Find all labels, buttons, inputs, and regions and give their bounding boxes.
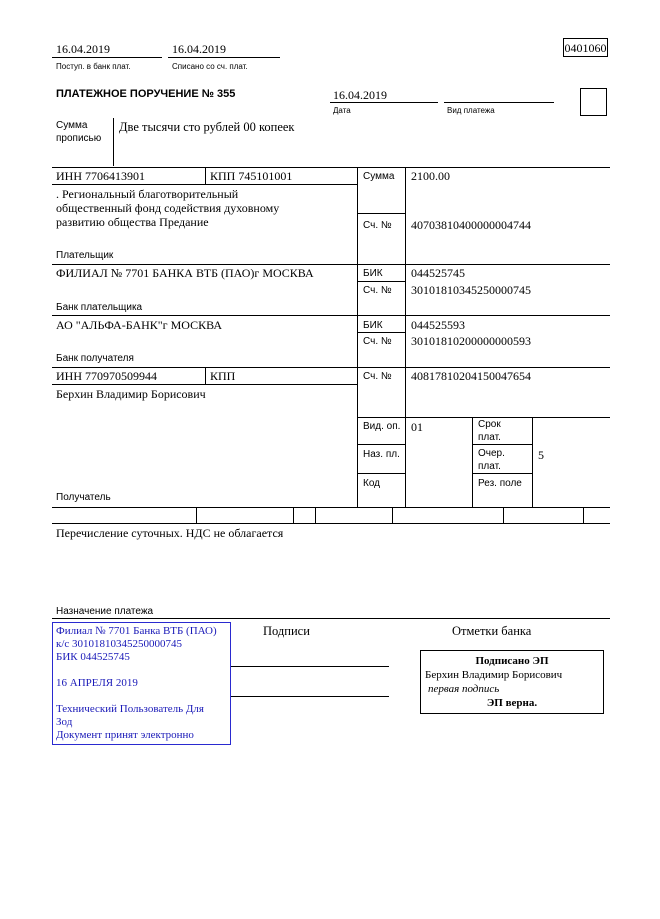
order-date-label: Дата xyxy=(333,106,351,115)
divider xyxy=(168,57,280,58)
digital-signature-box xyxy=(420,650,604,714)
page-title: ПЛАТЕЖНОЕ ПОРУЧЕНИЕ № 355 xyxy=(56,88,236,100)
divider xyxy=(503,507,504,523)
payee-kpp: КПП xyxy=(210,369,236,383)
purpose-code-label: Наз. пл. xyxy=(363,449,400,460)
payer-bank-acc: 30101810345250000745 xyxy=(411,283,531,297)
payer-bank-label: Банк плательщика xyxy=(56,302,143,313)
term-label: Срок xyxy=(478,419,501,430)
payer-inn: ИНН 7706413901 xyxy=(56,169,145,183)
purpose-text: Перечисление суточных. НДС не облагается xyxy=(56,526,284,540)
divider xyxy=(472,473,532,474)
payee-bank-label: Банк получателя xyxy=(56,353,134,364)
divider xyxy=(357,473,405,474)
divider xyxy=(330,102,438,103)
divider xyxy=(357,281,405,282)
stamp-line: Документ принят электронно xyxy=(56,729,194,741)
priority-value: 5 xyxy=(538,448,544,462)
payer-name-line: общественный фонд содействия духовному xyxy=(56,201,280,215)
amount-value: 2100.00 xyxy=(411,169,450,183)
payee-bank-name: АО "АЛЬФА-БАНК"г МОСКВА xyxy=(56,318,223,332)
divider xyxy=(52,184,357,185)
payer-name-line: . Региональный благотворительный xyxy=(56,187,239,201)
ep-first-signature: первая подпись xyxy=(428,683,500,695)
payer-label: Плательщик xyxy=(56,250,114,261)
amount-words: Две тысячи сто рублей 00 копеек xyxy=(119,120,295,134)
divider xyxy=(52,507,610,508)
divider xyxy=(205,367,206,384)
divider xyxy=(357,444,405,445)
payee-bank-acc: 30101810200000000593 xyxy=(411,334,531,348)
payee-bank-bik-label: БИК xyxy=(363,320,383,331)
stamp-line: Филиал № 7701 Банка ВТБ (ПАО) xyxy=(56,625,217,637)
divider xyxy=(52,167,610,168)
bank-stamp xyxy=(52,622,231,745)
stamp-line: БИК 044525745 xyxy=(56,651,130,663)
reserve-field-label: Рез. поле xyxy=(478,478,522,489)
bank-marks-label: Отметки банка xyxy=(452,624,532,638)
stamp-line: Технический Пользователь Для xyxy=(56,703,204,715)
payer-account-label: Сч. № xyxy=(363,220,392,231)
divider xyxy=(472,444,532,445)
ep-valid: ЭП верна. xyxy=(486,697,538,709)
date-debited: 16.04.2019 xyxy=(172,42,226,56)
divider xyxy=(472,417,473,507)
signatures-label: Подписи xyxy=(263,624,310,638)
amount-words-label: Сумма xyxy=(56,120,88,131)
payment-type-label: Вид платежа xyxy=(447,106,495,115)
payee-bank-acc-label: Сч. № xyxy=(363,336,392,347)
term-label-2: плат. xyxy=(478,432,501,443)
date-debited-label: Списано со сч. плат. xyxy=(172,62,248,71)
date-received-label: Поступ. в банк плат. xyxy=(56,62,131,71)
op-type-label: Вид. оп. xyxy=(363,421,401,432)
payee-name: Берхин Владимир Борисович xyxy=(56,387,206,401)
order-date: 16.04.2019 xyxy=(333,88,387,102)
payer-bank-acc-label: Сч. № xyxy=(363,285,392,296)
ep-name: Берхин Владимир Борисович xyxy=(425,669,563,681)
divider xyxy=(583,507,584,523)
amount-words-label-2: прописью xyxy=(56,133,102,144)
payer-bank-name: ФИЛИАЛ № 7701 БАНКА ВТБ (ПАО)г МОСКВА xyxy=(56,266,314,280)
payee-inn: ИНН 770970509944 xyxy=(56,369,157,383)
signature-line xyxy=(231,696,389,697)
divider xyxy=(315,507,316,523)
divider xyxy=(205,167,206,184)
divider xyxy=(52,264,610,265)
divider xyxy=(357,417,610,418)
payer-bank-bik-label: БИК xyxy=(363,268,383,279)
priority-label: Очер. xyxy=(478,448,505,459)
divider xyxy=(52,315,610,316)
divider xyxy=(357,167,358,507)
divider xyxy=(52,57,162,58)
divider xyxy=(392,507,393,523)
amount-label: Сумма xyxy=(363,171,395,182)
payee-label: Получатель xyxy=(56,492,111,503)
ep-title: Подписано ЭП xyxy=(475,655,549,667)
form-code-box xyxy=(563,38,608,57)
divider xyxy=(196,507,197,523)
payee-bank-bik: 044525593 xyxy=(411,318,465,332)
date-received: 16.04.2019 xyxy=(56,42,110,56)
op-type: 01 xyxy=(411,420,423,434)
payee-acc-label: Сч. № xyxy=(363,371,392,382)
divider xyxy=(532,417,533,507)
payer-name-line: развитию общества Предание xyxy=(56,215,209,229)
divider xyxy=(52,367,610,368)
divider xyxy=(52,618,610,619)
status-box xyxy=(580,88,607,116)
payee-acc: 40817810204150047654 xyxy=(411,369,531,383)
stamp-date: 16 АПРЕЛЯ 2019 xyxy=(56,677,138,689)
payer-kpp: КПП 745101001 xyxy=(210,169,293,183)
divider xyxy=(357,213,405,214)
divider xyxy=(52,384,357,385)
priority-label-2: плат. xyxy=(478,461,501,472)
code-label: Код xyxy=(363,478,381,489)
divider xyxy=(293,507,294,523)
divider xyxy=(357,332,405,333)
purpose-label: Назначение платежа xyxy=(56,606,154,617)
stamp-line: Зод xyxy=(56,716,73,728)
payer-bank-bik: 044525745 xyxy=(411,266,465,280)
divider xyxy=(52,523,610,524)
divider xyxy=(113,118,114,166)
form-code: 0401060 xyxy=(564,41,607,55)
divider xyxy=(444,102,554,103)
signature-line xyxy=(231,666,389,667)
payer-account: 40703810400000004744 xyxy=(411,218,531,232)
divider xyxy=(405,167,406,507)
stamp-line: к/с 30101810345250000745 xyxy=(56,638,183,650)
